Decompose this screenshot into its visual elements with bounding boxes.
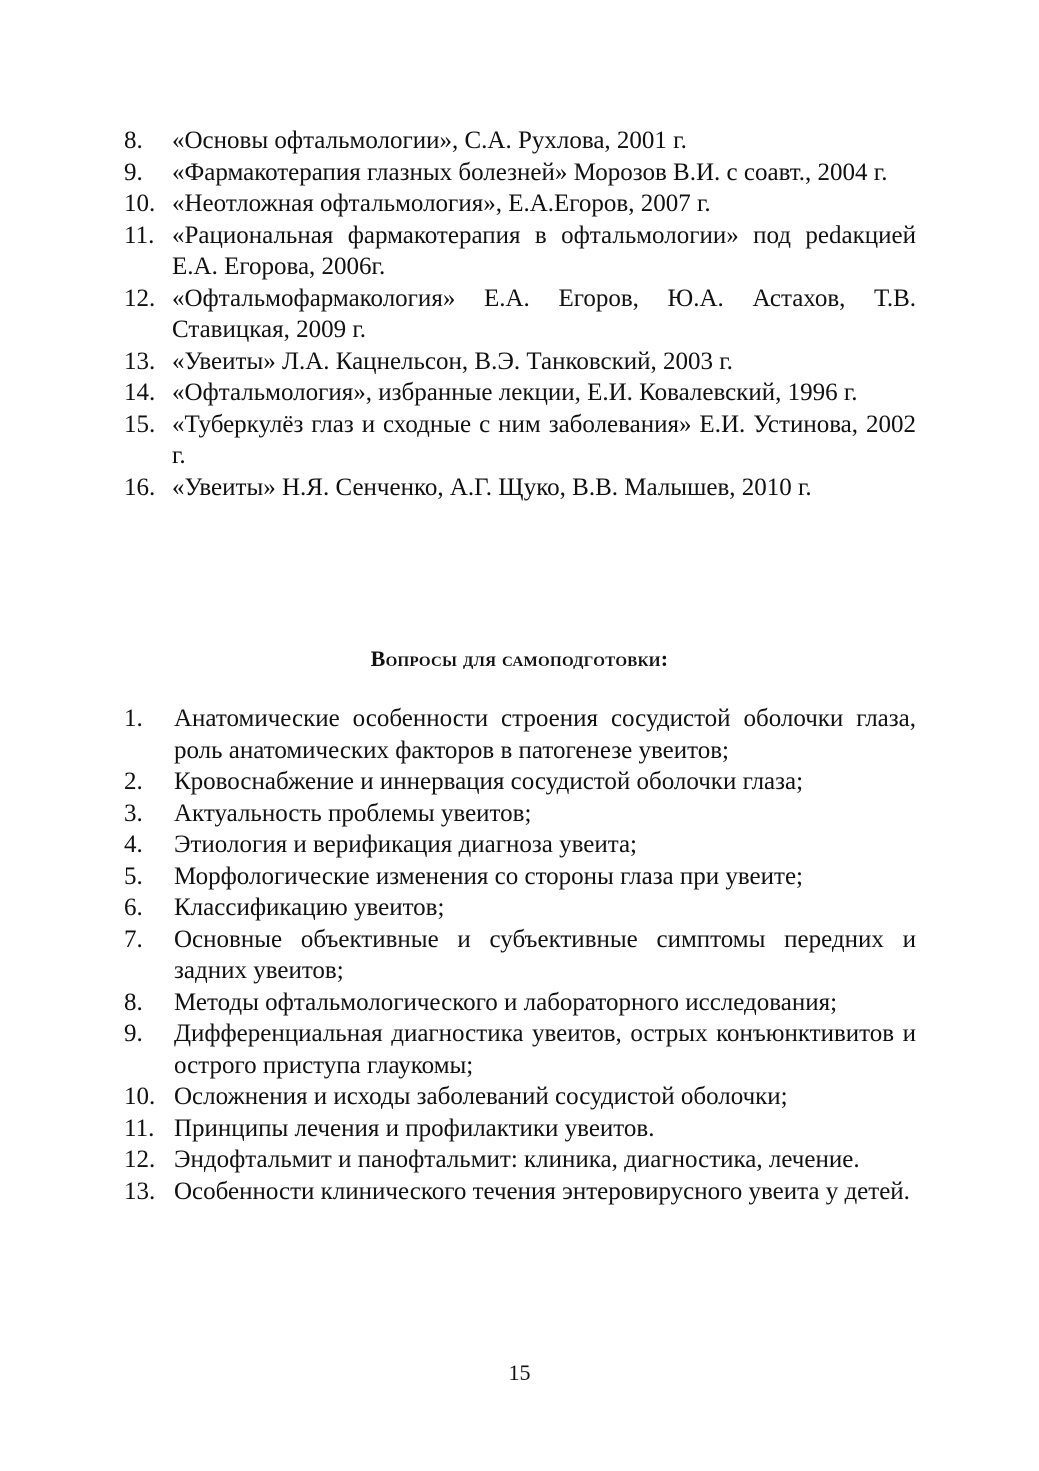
list-item — [124, 157, 916, 189]
item-number: 13. — [124, 347, 156, 375]
item-number: 12. — [124, 1146, 156, 1173]
list-item — [124, 829, 916, 861]
list-item — [124, 188, 916, 220]
item-number: 11. — [124, 1114, 155, 1142]
item-number: 1. — [124, 705, 143, 732]
item-text: «Туберкулёз глаз и сходные с ним заболевания» Е.И. Устинова, 2002 г. — [172, 410, 916, 469]
list-item — [124, 125, 916, 157]
item-number: 9. — [124, 1020, 143, 1047]
page-number: 15 — [508, 1360, 531, 1385]
item-text: Особенности клинического течения энтеровирусного увеита у детей. — [174, 1177, 910, 1205]
item-text: Эндофтальмит и панофтальмит: клиника, диагностика, лечение. — [174, 1146, 860, 1173]
item-number: 6. — [124, 894, 143, 921]
item-text: «Рациональная фармакотерапия в офтальмологии» под реdакцией Е.А. Егорова, 2006г. — [172, 221, 916, 280]
list-item — [124, 703, 916, 766]
item-number: 3. — [124, 799, 143, 827]
item-text: Этиология и верификация диагноза увеита; — [174, 831, 638, 858]
item-number: 15. — [124, 410, 156, 438]
list-item — [124, 766, 916, 798]
item-text: «Увеиты» Н.Я. Сенченко, А.Г. Щуко, В.В. Малышев, 2010 г. — [172, 473, 812, 501]
list-item — [124, 924, 916, 987]
item-text: Методы офтальмологического и лабораторного исследования; — [174, 988, 838, 1016]
item-number: 8. — [124, 988, 143, 1016]
item-number: 7. — [124, 925, 143, 953]
item-number: 14. — [124, 379, 156, 406]
list-item — [124, 1144, 916, 1176]
section-heading: Вопросы для самоподготовки: — [370, 646, 669, 671]
item-number: 8. — [124, 127, 143, 154]
item-number: 9. — [124, 158, 143, 186]
item-text: Морфологические изменения со стороны глаза при увеите; — [174, 862, 803, 890]
item-number: 4. — [124, 831, 143, 858]
item-number: 2. — [124, 768, 143, 795]
list-item — [124, 892, 916, 924]
list-item — [124, 798, 916, 830]
item-number: 5. — [124, 862, 143, 890]
item-number: 13. — [124, 1177, 156, 1205]
item-number: 10. — [124, 190, 156, 217]
item-text: Принципы лечения и профилактики увеитов. — [174, 1114, 655, 1142]
item-text: Основные объективные и субъективные симптомы передних и задних увеитов; — [174, 925, 916, 984]
question-list — [124, 703, 916, 1207]
item-text: «Офтальмофармакология» Е.А. Егоров, Ю.А. Астахов, Т.В. Ставицкая, 2009 г. — [172, 284, 916, 343]
list-item — [124, 346, 916, 378]
list-item — [124, 220, 916, 283]
reference-list — [124, 125, 916, 503]
list-item — [124, 472, 916, 504]
item-text: Анатомические особенности строения сосудистой оболочки глаза, роль анатомических факторов в патогенезе увеитов; — [174, 705, 916, 764]
item-text: «Увеиты» Л.А. Кацнельсон, В.Э. Танковский, 2003 г. — [172, 347, 733, 375]
list-item — [124, 987, 916, 1019]
list-item — [124, 377, 916, 409]
item-text: «Фармакотерапия глазных болезней» Морозов В.И. с соавт., 2004 г. — [172, 158, 888, 186]
item-text: «Основы офтальмологии», С.А. Рухлова, 2001 г. — [172, 127, 687, 154]
item-number: 12. — [124, 284, 156, 312]
item-text: «Офтальмология», избранные лекции, Е.И. Ковалевский, 1996 г. — [172, 379, 858, 406]
list-item — [124, 283, 916, 346]
item-number: 11. — [124, 221, 155, 249]
item-text: Кровоснабжение и иннервация сосудистой оболочки глаза; — [174, 768, 804, 795]
item-text: Осложнения и исходы заболеваний сосудистой оболочки; — [174, 1083, 788, 1110]
list-item — [124, 1113, 916, 1145]
list-item — [124, 861, 916, 893]
item-text: Дифференциальная диагностика увеитов, острых конъюнктивитов и острого приступа глаукомы; — [174, 1020, 916, 1079]
item-text: «Неотложная офтальмология», Е.А.Егоров, 2007 г. — [172, 190, 711, 217]
list-item — [124, 1018, 916, 1081]
item-text: Классификацию увеитов; — [174, 894, 445, 921]
item-number: 16. — [124, 473, 156, 501]
list-item — [124, 1081, 916, 1113]
item-text: Актуальность проблемы увеитов; — [174, 799, 532, 827]
item-number: 10. — [124, 1083, 156, 1110]
list-item — [124, 409, 916, 472]
list-item — [124, 1176, 916, 1208]
